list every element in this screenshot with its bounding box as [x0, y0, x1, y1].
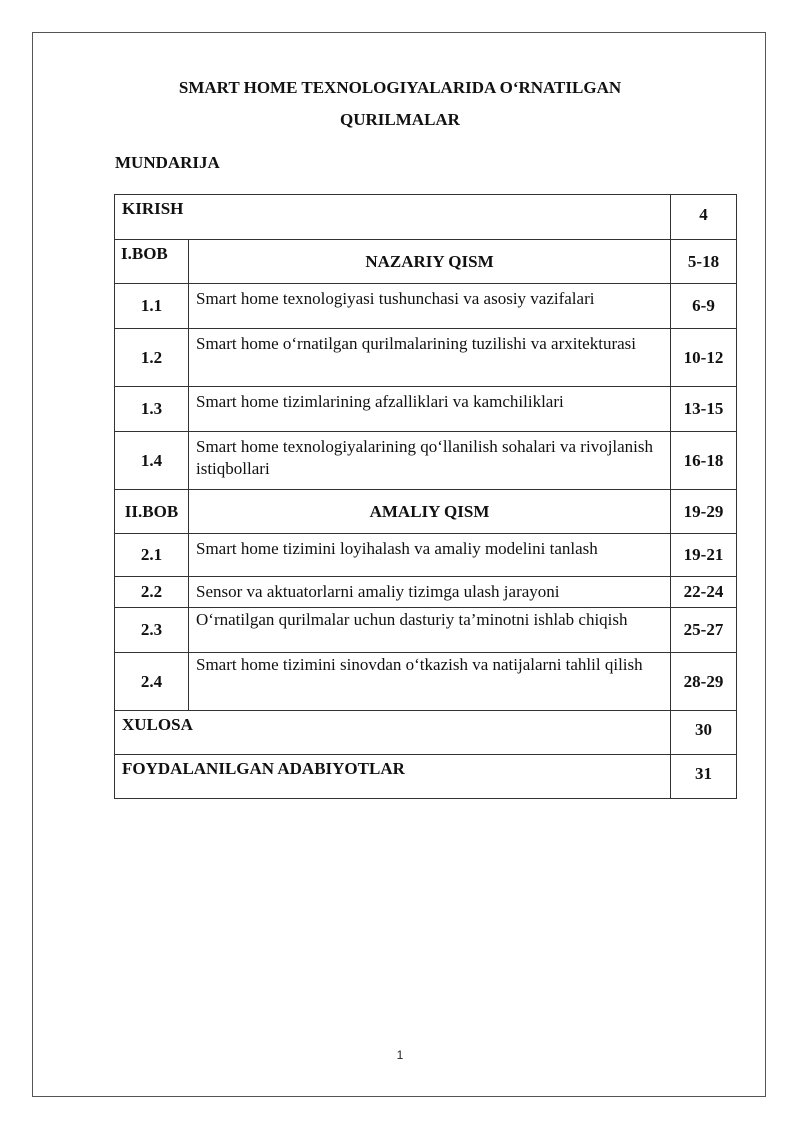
document-title-line-2: QURILMALAR: [340, 110, 460, 129]
toc-page: 16-18: [671, 432, 737, 490]
toc-row-1-3: [115, 387, 737, 432]
toc-page: 30: [671, 711, 737, 755]
toc-section-number: 1.2: [115, 329, 189, 387]
toc-row-kirish: [115, 195, 737, 240]
toc-row-bob1: [115, 240, 737, 284]
toc-section-number: 2.4: [115, 653, 189, 711]
toc-page: 6-9: [671, 284, 737, 329]
toc-section-title: O‘rnatilgan qurilmalar uchun dasturiy ta’minotni ishlab chiqish: [189, 608, 671, 653]
toc-row-2-1: [115, 534, 737, 577]
toc-section-title: Sensor va aktuatorlarni amaliy tizimga ulash jarayoni: [189, 577, 671, 608]
toc-label: FOYDALANILGAN ADABIYOTLAR: [115, 755, 671, 799]
toc-section-title: Smart home texnologiyasi tushunchasi va asosiy vazifalari: [189, 284, 671, 329]
toc-chapter-title: NAZARIY QISM: [189, 240, 671, 284]
toc-row-xulosa: [115, 711, 737, 755]
toc-row-1-2: [115, 329, 737, 387]
toc-row-2-4: [115, 653, 737, 711]
table-of-contents: [114, 194, 737, 799]
toc-row-2-2: [115, 577, 737, 608]
toc-page: 19-29: [671, 490, 737, 534]
toc-page: 5-18: [671, 240, 737, 284]
toc-row-1-1: [115, 284, 737, 329]
toc-section-title: Smart home o‘rnatilgan qurilmalarining tuzilishi va arxitekturasi: [189, 329, 671, 387]
toc-page: 22-24: [671, 577, 737, 608]
toc-section-number: 2.3: [115, 608, 189, 653]
toc-row-adabiyotlar: [115, 755, 737, 799]
toc-label: KIRISH: [115, 195, 671, 240]
toc-section-number: 1.4: [115, 432, 189, 490]
toc-row-2-3: [115, 608, 737, 653]
toc-section-number: 2.1: [115, 534, 189, 577]
page-number: 1: [396, 1048, 404, 1062]
toc-page: 28-29: [671, 653, 737, 711]
contents-heading: MUNDARIJA: [115, 153, 220, 172]
toc-page: 13-15: [671, 387, 737, 432]
toc-section-number: 2.2: [115, 577, 189, 608]
toc-page: 4: [671, 195, 737, 240]
toc-page: 31: [671, 755, 737, 799]
toc-section-title: Smart home tizimini loyihalash va amaliy modelini tanlash: [189, 534, 671, 577]
toc-section-number: 1.3: [115, 387, 189, 432]
toc-section-title: Smart home tizimlarining afzalliklari va kamchiliklari: [189, 387, 671, 432]
toc-page: 25-27: [671, 608, 737, 653]
toc-section-title: Smart home texnologiyalarining qo‘llanilish sohalari va rivojlanish istiqbollari: [189, 432, 671, 490]
toc-chapter-label: I.BOB: [115, 240, 189, 284]
toc-label: XULOSA: [115, 711, 671, 755]
toc-page: 19-21: [671, 534, 737, 577]
toc-page: 10-12: [671, 329, 737, 387]
toc-chapter-title: AMALIY QISM: [189, 490, 671, 534]
document-title-line-1: SMART HOME TEXNOLOGIYALARIDA O‘RNATILGAN: [178, 78, 622, 97]
toc-row-1-4: [115, 432, 737, 490]
toc-section-title: Smart home tizimini sinovdan o‘tkazish va natijalarni tahlil qilish: [189, 653, 671, 711]
toc-chapter-label: II.BOB: [115, 490, 189, 534]
toc-section-number: 1.1: [115, 284, 189, 329]
toc-row-bob2: [115, 490, 737, 534]
